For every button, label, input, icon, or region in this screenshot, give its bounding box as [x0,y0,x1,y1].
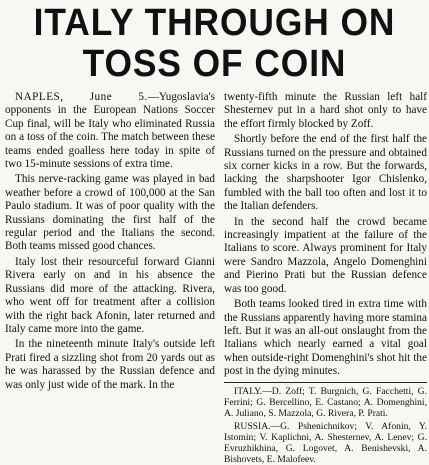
article-paragraph: twenty-fifth minute the Russian left half Shesternev put in a hard shot only to have the effort firmly blocked by Zoff. [224,91,427,130]
italy-lineup: ITALY.—D. Zoff; T. Burgnich, G. Facchetti, G. Ferrini; G. Bercellino, E. Castano; A. Domenghini, A. Juliano, S. Mazzola, G. Rivera, P. Prati. [224,385,427,419]
article-paragraph: Both teams looked tired in extra time with the Russians apparently having more stamina left. But it was an all-out onslaught from the Italians which nearly earned a vital goal when outside-right Domenghini's shot hit the post in the dying minutes. [224,298,427,378]
article-paragraph: In the second half the crowd became increasingly impatient at the failure of the Italians to score. Always prominent for Italy were Sandro Mazzola, Angelo Domenghini and Pierino Prati but the Russian defence was too good. [224,215,427,295]
article-paragraph: This nerve-racking game was played in bad weather before a crowd of 100,000 at the San Paulo stadium. It was of poor quality with the Russians dominating the first half of the regular period and the Italians the second. Both teams missed good chances. [5,173,215,253]
article-column-1 [5,91,215,392]
divider-rule [224,382,427,383]
article-paragraph: Shortly before the end of the first half the Russians turned on the pressure and obtained six corner kicks in a row. But the forwards, lacking the sharpshooter Igor Chislenko, fumbled with the ball too often and lost it to the Italian defenders. [224,133,427,213]
article-paragraph: NAPLES, June 5.—Yugoslavia's opponents in the European Nations Soccer Cup final, will be Italy who eliminated Russia on a toss of the coin. The match between these teams ended goalless here today in spite of two 15-minute sessions of extra time. [5,91,215,171]
headline-line-1: ITALY THROUGH ON [33,2,396,44]
headline-line-2: TOSS OF COIN [82,43,347,85]
article-column-2 [224,91,427,465]
team-lineups [224,386,427,465]
article-paragraph: Italy lost their resourceful forward Gianni Rivera early on and in his absence the Russians did more of the attacking. Rivera, who went off for treatment after a collision with the right back Afonin, later returned and Italy came more into the game. [5,255,215,335]
article-paragraph: In the nineteenth minute Italy's outside left Prati fired a sizzling shot from 20 yards out as he was harassed by the Russian defence and was only just wide of the mark. In the [5,338,215,391]
russia-lineup: RUSSIA.—G. Pshenichnikov; V. Afonin, Y. Istomin; V. Kaplichni, A. Shesternev, A. Lenev; G. Evruzhikhina, G. Logovet, A. Benishevski, A. Bishovets, E. Malofeev. [224,420,427,465]
dateline: NAPLES, June 5. [15,91,148,103]
